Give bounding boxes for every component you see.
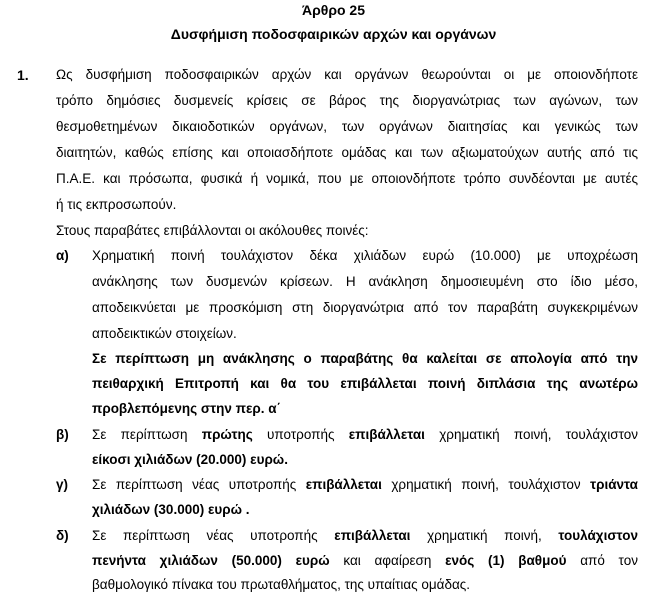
text-run: Σε περίπτωση νέας υποτροπής [92, 528, 318, 543]
text-run: υποτροπής [267, 427, 335, 442]
text-run: πενήντα χιλιάδων (50.000) ευρώ [92, 553, 330, 568]
paragraph-line: θεσμοθετημένων δικαιοδοτικών οργάνων, των οργάνων διαιτησίας και γενικώς των [56, 119, 638, 134]
item-bold-line: πειθαρχική Επιτροπή και θα του επιβάλλεται ποινή διπλάσια της ανωτέρω [92, 376, 638, 391]
paragraph-line: Ως δυσφήμιση ποδοσφαιρικών αρχών και οργάνων θεωρούνται οι με οποιονδήποτε [56, 67, 638, 82]
text-run: Σε περίπτωση νέας υποτροπής [92, 477, 297, 492]
item-line: ανάκλησης των δυσμενών κρίσεων. Η ανάκληση δημοσιευμένη στο ίδιο μέσο, [92, 274, 638, 289]
text-run: χρηματική ποινή, τουλάχιστον [439, 427, 638, 442]
item-line: Χρηματική ποινή τουλάχιστον δέκα χιλιάδων ευρώ (10.000) με υποχρέωση [92, 248, 638, 263]
text-run: τουλάχιστον [558, 528, 638, 543]
paragraph-line: διαιτητών, καθώς επίσης και οποιασδήποτε ομάδας και των αξιωματούχων αυτής από τις [56, 145, 638, 160]
paragraph-number: 1. [17, 67, 29, 83]
item-line [92, 427, 638, 442]
text-run: πρώτης [201, 427, 253, 442]
paragraph-line: ή τις εκπροσωπούν. [56, 197, 177, 212]
item-line: βαθμολογικό πίνακα του πρωταθλήματος, της υπαίτιας ομάδας. [92, 577, 471, 592]
penalties-intro: Στους παραβάτες επιβάλλονται οι ακόλουθες ποινές: [56, 223, 369, 238]
item-label: δ) [56, 528, 69, 543]
item-bold-line: προβλεπόμενης στην περ. α΄ [92, 401, 282, 416]
text-run: και αφαίρεση [343, 553, 432, 568]
text-run: ενός (1) βαθμού [445, 553, 567, 568]
item-bold-line: χιλιάδων (30.000) ευρώ . [92, 502, 250, 517]
text-run: τριάντα [590, 477, 638, 492]
item-line [92, 477, 638, 492]
paragraph-line: τρόπο δημόσιες δυσμενείς κρίσεις σε βάρος της διοργανώτριας των αγώνων, των [56, 93, 638, 108]
item-bold-line: Σε περίπτωση μη ανάκλησης ο παραβάτης θα καλείται σε απολογία από την [92, 351, 638, 366]
item-line [92, 553, 638, 568]
text-run: επιβάλλεται [334, 528, 411, 543]
text-run: επιβάλλεται [348, 427, 425, 442]
article-subtitle: Δυσφήμιση ποδοσφαιρικών αρχών και οργάνων [170, 26, 497, 42]
text-run: Σε περίπτωση [92, 427, 188, 442]
item-bold-line: είκοσι χιλιάδων (20.000) ευρώ. [92, 452, 288, 467]
item-label: β) [56, 427, 69, 442]
text-run: χρηματική ποινή, τουλάχιστον [391, 477, 581, 492]
item-label: γ) [56, 477, 69, 492]
item-line [92, 528, 638, 543]
text-run: από τον [580, 553, 638, 568]
text-run: χρηματική ποινή, [427, 528, 542, 543]
item-line: αποδεικτικών στοιχείων. [92, 326, 237, 341]
article-title: Άρθρο 25 [301, 2, 365, 18]
item-label: α) [56, 248, 69, 263]
text-run: επιβάλλεται [305, 477, 382, 492]
item-line: αποδεικνύεται με προσκόμιση στη διοργανώτρια από τον παραβάτη συγκεκριμένων [92, 300, 638, 315]
paragraph-line: Π.Α.Ε. και πρόσωπα, φυσικά ή νομικά, που με οποιονδήποτε τρόπο συνδέονται με αυτές [56, 171, 638, 186]
